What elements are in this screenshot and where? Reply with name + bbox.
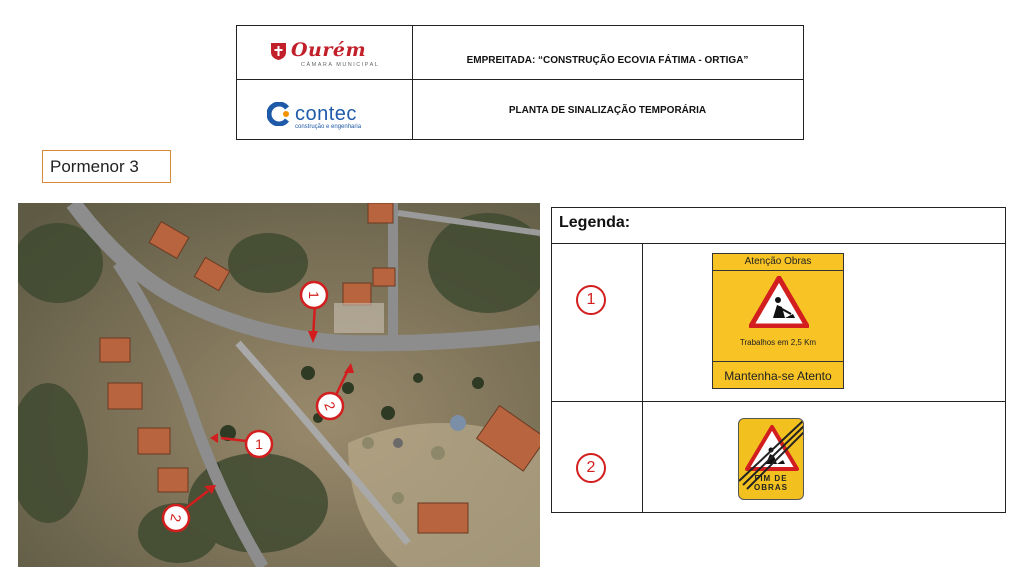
header-table: [236, 25, 804, 140]
end-sign-line2: OBRAS: [754, 483, 788, 492]
detail-label: Pormenor 3: [42, 150, 171, 183]
end-sign-line1: FIM DE: [754, 474, 788, 483]
works-title: EMPREITADA: “CONSTRUÇÃO ECOVIA FÁTIMA - ORTIGA”: [466, 55, 749, 66]
plan-title: PLANTA DE SINALIZAÇÃO TEMPORÁRIA: [508, 105, 707, 116]
legend-divider: [642, 243, 643, 512]
legend-number-1: 1: [576, 285, 606, 315]
ourem-logo: [267, 40, 387, 70]
header-divider: [412, 26, 413, 139]
header-divider: [412, 79, 803, 80]
map-marker-label: 1: [255, 436, 263, 452]
map-marker-label: 2: [167, 512, 185, 524]
roadworks-warning-sign: [712, 253, 844, 389]
ourem-subtitle: CÂMARA MUNICIPAL: [301, 62, 380, 68]
legend-divider: [552, 401, 1005, 402]
sign-middle-text: Trabalhos em 2,5 Km: [739, 338, 817, 347]
roadworks-warning-icon: [749, 276, 809, 328]
contec-c-icon: [267, 102, 291, 126]
sign-bottom-text: Mantenha-se Atento: [713, 361, 843, 390]
legend-divider: [552, 243, 1005, 244]
contec-logo: [267, 102, 387, 132]
contec-subtitle: construção e engenharia: [295, 124, 362, 130]
sign-top-text: Atenção Obras: [713, 254, 843, 271]
municipal-shield-icon: [271, 43, 286, 60]
ourem-wordmark: Ourém: [291, 39, 367, 61]
map-marker-label: 1: [306, 291, 322, 299]
contec-wordmark: contec: [295, 103, 357, 125]
aerial-map: [18, 203, 540, 567]
map-marker-label: 2: [321, 399, 339, 413]
aerial-map-image: [18, 203, 540, 567]
legend-title: Legenda:: [559, 214, 631, 231]
legend-table: [551, 207, 1006, 513]
end-sign-text: [739, 474, 803, 492]
legend-number-2: 2: [576, 453, 606, 483]
header-divider: [237, 79, 412, 80]
end-of-roadworks-sign: [738, 418, 804, 500]
